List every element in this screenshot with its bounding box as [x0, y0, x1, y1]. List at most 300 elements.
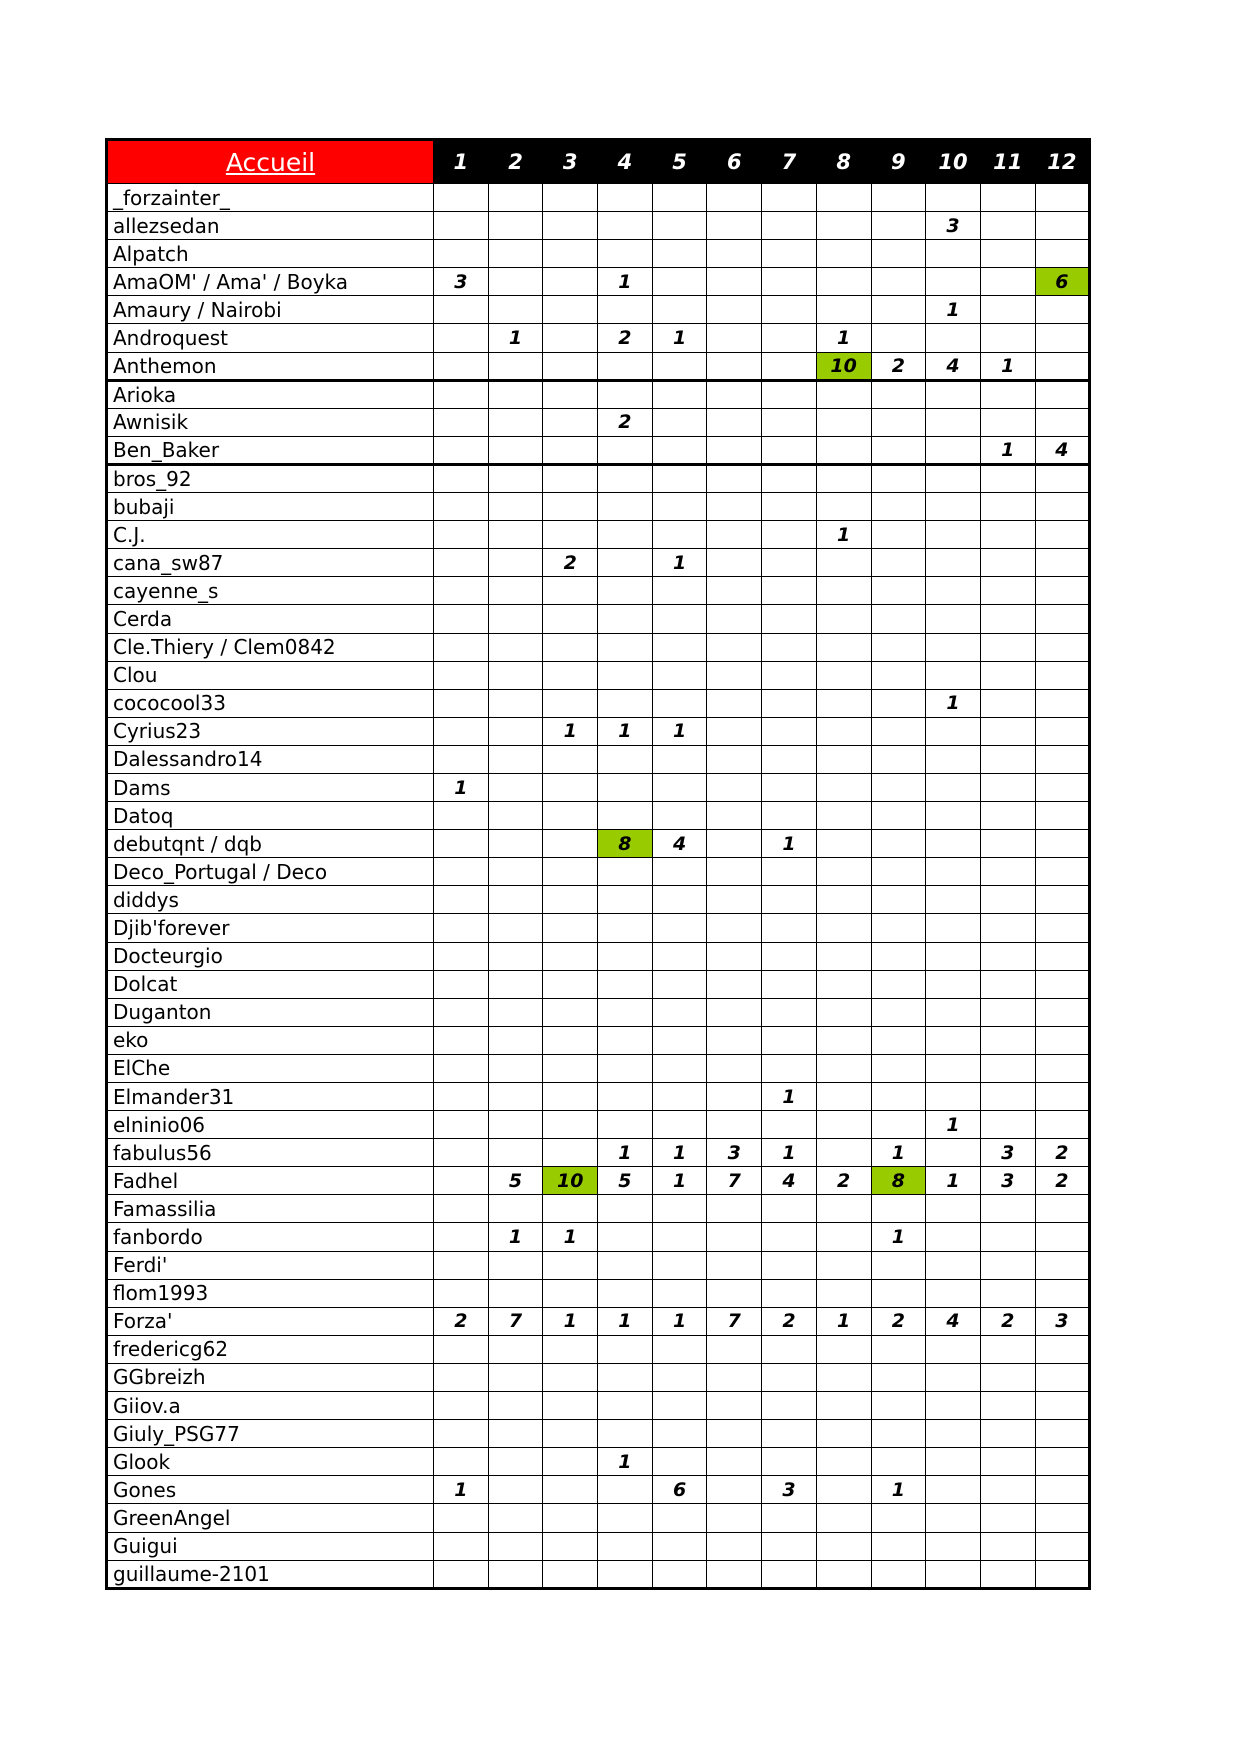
table-row	[107, 717, 1090, 745]
score-cell: 4	[762, 1167, 817, 1195]
score-cell	[926, 605, 981, 633]
header-col-7: 7	[762, 140, 817, 184]
score-cell	[434, 1083, 489, 1111]
score-cell: 1	[926, 1111, 981, 1139]
score-cell	[543, 605, 598, 633]
score-cell	[543, 942, 598, 970]
score-cell	[1035, 1054, 1090, 1082]
score-cell	[980, 1363, 1035, 1391]
score-cell	[434, 942, 489, 970]
score-cell	[816, 268, 871, 296]
score-cell	[488, 212, 543, 240]
score-cell	[488, 521, 543, 549]
score-cell	[543, 1420, 598, 1448]
table-row	[107, 1420, 1090, 1448]
score-cell	[926, 633, 981, 661]
score-cell	[762, 886, 817, 914]
table-row	[107, 1307, 1090, 1335]
score-cell	[543, 1026, 598, 1054]
score-cell	[926, 521, 981, 549]
score-cell	[1035, 521, 1090, 549]
score-cell	[926, 1026, 981, 1054]
player-name: Dolcat	[107, 970, 434, 998]
score-cell	[652, 408, 707, 436]
score-cell	[1035, 717, 1090, 745]
score-cell: 1	[980, 352, 1035, 380]
score-cell	[652, 240, 707, 268]
score-cell	[926, 717, 981, 745]
score-cell	[980, 717, 1035, 745]
score-cell: 3	[707, 1139, 762, 1167]
score-cell	[762, 549, 817, 577]
score-cell	[488, 464, 543, 492]
score-cell	[816, 1279, 871, 1307]
score-cell	[816, 1448, 871, 1476]
score-cell: 1	[598, 717, 653, 745]
score-cell	[1035, 1195, 1090, 1223]
score-cell	[434, 858, 489, 886]
table-row	[107, 268, 1090, 296]
score-cell	[762, 745, 817, 773]
score-cell: 5	[488, 1167, 543, 1195]
score-cell	[652, 296, 707, 324]
score-cell	[434, 886, 489, 914]
score-cell	[598, 1335, 653, 1363]
score-cell	[598, 1054, 653, 1082]
score-cell	[871, 1420, 926, 1448]
score-cell	[816, 296, 871, 324]
score-cell	[434, 212, 489, 240]
header-row	[107, 140, 1090, 184]
table-row	[107, 1335, 1090, 1363]
score-cell	[488, 1448, 543, 1476]
score-cell	[434, 1420, 489, 1448]
score-cell: 2	[762, 1307, 817, 1335]
score-cell	[434, 408, 489, 436]
score-cell	[871, 296, 926, 324]
score-cell	[488, 605, 543, 633]
player-name: debutqnt / dqb	[107, 830, 434, 858]
score-cell: 3	[926, 212, 981, 240]
score-cell	[488, 1195, 543, 1223]
table-row	[107, 296, 1090, 324]
table-row	[107, 1392, 1090, 1420]
score-cell	[871, 268, 926, 296]
player-name: Duganton	[107, 998, 434, 1026]
score-cell	[488, 436, 543, 464]
score-cell	[1035, 830, 1090, 858]
score-cell	[816, 1476, 871, 1504]
score-cell	[816, 633, 871, 661]
score-cell: 1	[816, 521, 871, 549]
score-cell	[434, 521, 489, 549]
score-cell	[980, 380, 1035, 408]
player-name: Awnisik	[107, 408, 434, 436]
score-cell	[762, 1448, 817, 1476]
score-cell	[707, 1560, 762, 1588]
score-cell	[707, 830, 762, 858]
score-cell	[816, 914, 871, 942]
score-cell	[434, 1223, 489, 1251]
score-cell	[707, 1392, 762, 1420]
score-cell	[488, 998, 543, 1026]
score-cell	[434, 605, 489, 633]
score-cell: 1	[543, 1223, 598, 1251]
table-row	[107, 689, 1090, 717]
table-row	[107, 184, 1090, 212]
score-cell	[598, 352, 653, 380]
score-cell	[598, 858, 653, 886]
score-cell	[1035, 914, 1090, 942]
score-cell	[980, 605, 1035, 633]
score-cell	[816, 408, 871, 436]
player-name: Ferdi'	[107, 1251, 434, 1279]
score-cell	[488, 1026, 543, 1054]
score-cell	[926, 1139, 981, 1167]
score-cell	[1035, 1111, 1090, 1139]
score-cell	[1035, 858, 1090, 886]
table-row	[107, 408, 1090, 436]
player-name: Ben_Baker	[107, 436, 434, 464]
table-row	[107, 1026, 1090, 1054]
score-cell	[434, 1167, 489, 1195]
score-cell	[652, 886, 707, 914]
score-cell	[871, 1111, 926, 1139]
score-cell	[762, 1279, 817, 1307]
score-cell	[1035, 324, 1090, 352]
score-cell	[762, 296, 817, 324]
score-cell	[871, 1083, 926, 1111]
score-cell	[980, 1083, 1035, 1111]
score-cell	[707, 1111, 762, 1139]
score-cell	[488, 549, 543, 577]
table-row	[107, 212, 1090, 240]
score-cell	[980, 773, 1035, 801]
score-cell	[980, 1111, 1035, 1139]
score-cell	[980, 1504, 1035, 1532]
score-cell	[488, 1504, 543, 1532]
score-cell	[980, 1448, 1035, 1476]
score-cell: 2	[543, 549, 598, 577]
score-cell	[652, 1504, 707, 1532]
score-cell: 2	[816, 1167, 871, 1195]
score-cell	[707, 1420, 762, 1448]
score-cell	[926, 1448, 981, 1476]
score-cell	[434, 380, 489, 408]
score-cell	[434, 184, 489, 212]
score-cell	[707, 633, 762, 661]
score-cell	[488, 1139, 543, 1167]
table-row	[107, 1279, 1090, 1307]
score-cell	[871, 521, 926, 549]
player-name: Dalessandro14	[107, 745, 434, 773]
score-cell	[816, 1026, 871, 1054]
score-cell	[762, 184, 817, 212]
table-row	[107, 464, 1090, 492]
score-cell: 5	[598, 1167, 653, 1195]
score-cell	[707, 380, 762, 408]
score-cell	[543, 212, 598, 240]
score-cell	[598, 745, 653, 773]
score-cell	[762, 605, 817, 633]
score-cell	[707, 1335, 762, 1363]
score-cell: 2	[1035, 1167, 1090, 1195]
score-cell	[652, 1448, 707, 1476]
score-cell	[707, 886, 762, 914]
score-cell	[871, 1363, 926, 1391]
score-cell	[598, 1026, 653, 1054]
score-cell	[871, 1195, 926, 1223]
score-cell: 3	[1035, 1307, 1090, 1335]
score-cell	[926, 745, 981, 773]
score-cell	[652, 577, 707, 605]
score-cell	[926, 1363, 981, 1391]
score-cell	[1035, 1504, 1090, 1532]
score-cell	[1035, 1420, 1090, 1448]
score-cell	[980, 240, 1035, 268]
score-cell	[488, 1560, 543, 1588]
score-cell	[1035, 745, 1090, 773]
table-row	[107, 1195, 1090, 1223]
score-cell	[871, 549, 926, 577]
score-cell	[1035, 661, 1090, 689]
score-cell	[488, 577, 543, 605]
table-row	[107, 1139, 1090, 1167]
player-name: Docteurgio	[107, 942, 434, 970]
score-cell	[652, 1223, 707, 1251]
score-cell	[707, 184, 762, 212]
score-cell	[707, 773, 762, 801]
score-cell	[762, 1420, 817, 1448]
score-cell	[598, 1363, 653, 1391]
score-cell	[652, 605, 707, 633]
score-cell	[652, 1335, 707, 1363]
score-cell	[598, 521, 653, 549]
score-cell	[980, 970, 1035, 998]
score-cell	[543, 1279, 598, 1307]
score-cell	[543, 521, 598, 549]
header-col-1: 1	[434, 140, 489, 184]
score-cell	[816, 1195, 871, 1223]
score-cell	[543, 1054, 598, 1082]
score-cell	[434, 1363, 489, 1391]
score-cell	[871, 184, 926, 212]
score-cell	[543, 1335, 598, 1363]
score-cell	[434, 549, 489, 577]
score-cell	[434, 1335, 489, 1363]
score-cell	[652, 661, 707, 689]
score-cell: 1	[598, 268, 653, 296]
score-cell	[488, 802, 543, 830]
table-row	[107, 1167, 1090, 1195]
score-cell	[707, 858, 762, 886]
score-cell	[816, 830, 871, 858]
score-cell	[762, 352, 817, 380]
score-cell	[1035, 577, 1090, 605]
score-cell	[1035, 408, 1090, 436]
player-name: Dams	[107, 773, 434, 801]
score-cell	[762, 1504, 817, 1532]
score-cell	[598, 212, 653, 240]
score-cell	[598, 942, 653, 970]
score-cell	[1035, 1251, 1090, 1279]
score-cell	[871, 1392, 926, 1420]
table-row	[107, 549, 1090, 577]
score-cell	[488, 1054, 543, 1082]
table-row	[107, 998, 1090, 1026]
table-row	[107, 745, 1090, 773]
score-cell	[598, 886, 653, 914]
table-row	[107, 1223, 1090, 1251]
score-cell: 1	[652, 717, 707, 745]
score-cell	[652, 802, 707, 830]
score-cell	[926, 1083, 981, 1111]
score-cell	[543, 689, 598, 717]
score-cell	[980, 858, 1035, 886]
score-cell	[816, 689, 871, 717]
score-cell	[543, 493, 598, 521]
score-cell	[434, 1279, 489, 1307]
player-name: Famassilia	[107, 1195, 434, 1223]
score-cell: 1	[652, 549, 707, 577]
header-accueil-link[interactable]: Accueil	[107, 140, 434, 184]
player-name: Deco_Portugal / Deco	[107, 858, 434, 886]
score-cell: 1	[926, 689, 981, 717]
score-cell	[434, 689, 489, 717]
score-cell	[816, 493, 871, 521]
table-row	[107, 1448, 1090, 1476]
player-name: flom1993	[107, 1279, 434, 1307]
score-cell	[1035, 1363, 1090, 1391]
score-cell: 2	[871, 1307, 926, 1335]
score-cell	[434, 1392, 489, 1420]
table-row	[107, 802, 1090, 830]
player-name: allezsedan	[107, 212, 434, 240]
score-cell	[707, 605, 762, 633]
score-cell	[434, 1448, 489, 1476]
score-cell	[543, 633, 598, 661]
score-cell	[488, 1532, 543, 1560]
score-cell: 2	[1035, 1139, 1090, 1167]
score-cell	[871, 493, 926, 521]
score-cell	[707, 998, 762, 1026]
player-name: Arioka	[107, 380, 434, 408]
score-cell	[871, 942, 926, 970]
score-cell	[598, 1476, 653, 1504]
score-cell	[980, 1026, 1035, 1054]
player-name: _forzainter_	[107, 184, 434, 212]
score-cell	[707, 324, 762, 352]
score-cell	[543, 1392, 598, 1420]
score-cell	[816, 773, 871, 801]
score-cell	[926, 830, 981, 858]
header-col-9: 9	[871, 140, 926, 184]
score-cell	[1035, 240, 1090, 268]
score-cell	[980, 408, 1035, 436]
score-cell	[871, 998, 926, 1026]
score-cell: 1	[762, 1139, 817, 1167]
score-cell	[488, 1335, 543, 1363]
score-cell: 4	[652, 830, 707, 858]
score-cell	[871, 858, 926, 886]
score-cell	[543, 352, 598, 380]
score-cell	[652, 998, 707, 1026]
score-cell	[1035, 493, 1090, 521]
score-cell	[762, 858, 817, 886]
score-cell	[926, 773, 981, 801]
score-cell	[707, 436, 762, 464]
score-cell: 1	[598, 1307, 653, 1335]
score-cell	[543, 380, 598, 408]
score-cell	[1035, 184, 1090, 212]
score-cell	[488, 268, 543, 296]
score-cell-highlighted: 10	[543, 1167, 598, 1195]
score-cell	[762, 1223, 817, 1251]
score-cell	[1035, 802, 1090, 830]
score-cell	[543, 830, 598, 858]
table-row	[107, 493, 1090, 521]
score-cell	[707, 1448, 762, 1476]
score-cell	[488, 773, 543, 801]
score-cell	[543, 970, 598, 998]
table-row	[107, 1083, 1090, 1111]
score-cell	[1035, 380, 1090, 408]
score-cell	[707, 296, 762, 324]
score-cell	[980, 1476, 1035, 1504]
score-cell	[926, 436, 981, 464]
score-cell	[816, 549, 871, 577]
score-cell	[926, 802, 981, 830]
player-name: Anthemon	[107, 352, 434, 380]
score-cell	[652, 493, 707, 521]
score-cell	[926, 661, 981, 689]
score-cell	[652, 633, 707, 661]
score-cell	[434, 1560, 489, 1588]
score-cell	[762, 633, 817, 661]
score-cell	[816, 380, 871, 408]
score-cell	[926, 1279, 981, 1307]
score-cell	[543, 1111, 598, 1139]
score-cell	[1035, 296, 1090, 324]
score-cell	[434, 1195, 489, 1223]
table-row	[107, 1504, 1090, 1532]
score-cell: 7	[707, 1167, 762, 1195]
score-cell	[1035, 605, 1090, 633]
score-cell	[871, 380, 926, 408]
score-cell	[707, 240, 762, 268]
score-cell	[1035, 352, 1090, 380]
score-cell	[926, 1420, 981, 1448]
score-cell: 1	[816, 324, 871, 352]
score-cell	[1035, 1532, 1090, 1560]
score-cell	[926, 1476, 981, 1504]
score-cell	[598, 605, 653, 633]
score-cell	[598, 970, 653, 998]
score-cell: 3	[762, 1476, 817, 1504]
score-cell	[707, 717, 762, 745]
score-cell	[980, 296, 1035, 324]
score-cell	[926, 380, 981, 408]
score-cell	[1035, 464, 1090, 492]
score-cell	[434, 830, 489, 858]
score-cell	[980, 1335, 1035, 1363]
table-row	[107, 914, 1090, 942]
score-cell	[816, 942, 871, 970]
score-cell	[1035, 970, 1090, 998]
player-name: Cyrius23	[107, 717, 434, 745]
score-cell	[488, 633, 543, 661]
score-cell	[871, 1560, 926, 1588]
